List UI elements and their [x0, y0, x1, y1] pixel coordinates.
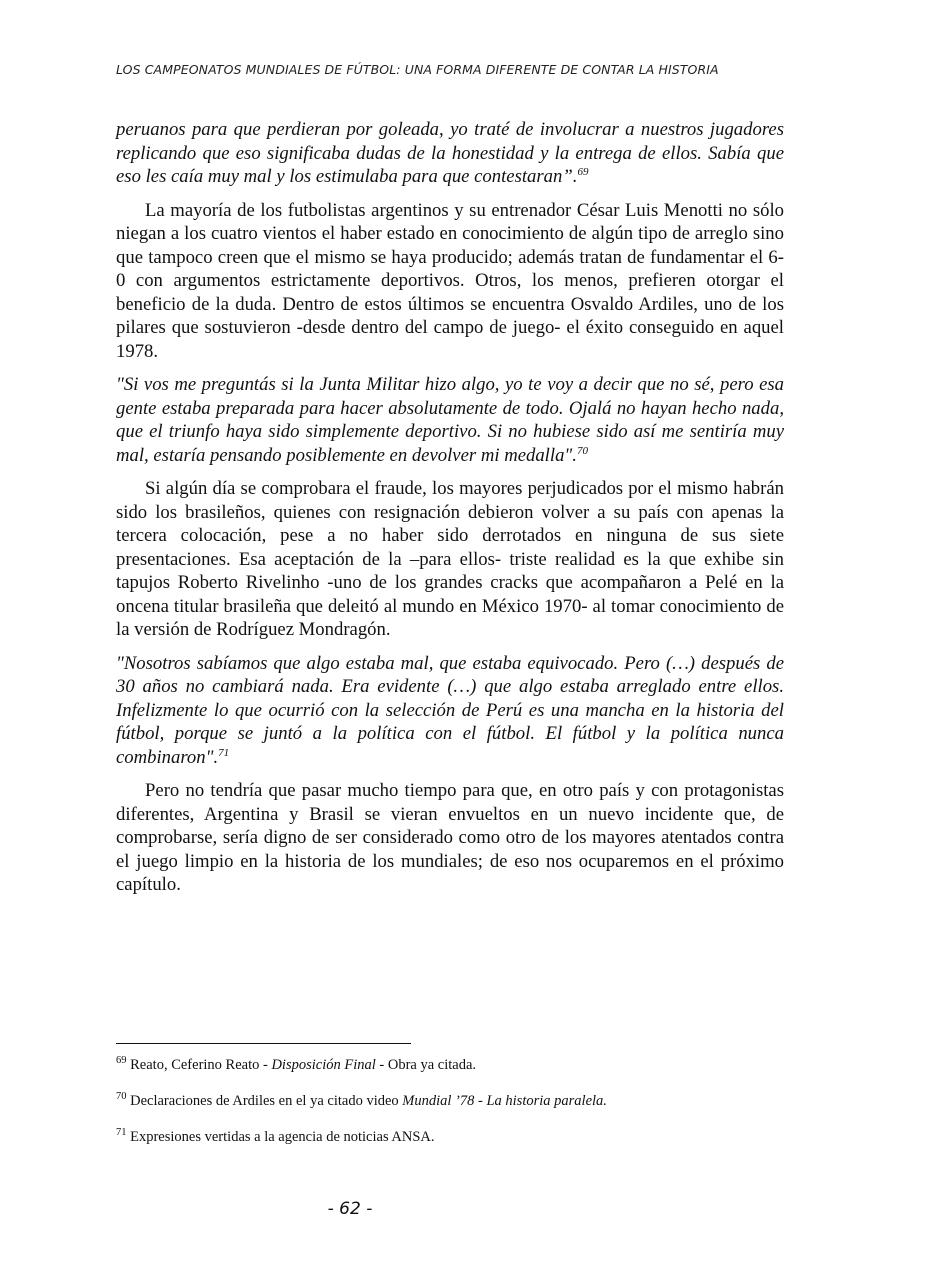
footnote-reference: 69 [577, 166, 589, 178]
footnote-reference: 70 [576, 444, 588, 457]
paragraph-text: La mayoría de los futbolistas argentinos y su entrenador César Luis Menotti no sólo niegan a los cuatro vientos el haber estado en conocimiento de algún tipo de arreglo sino que tampoco creen que el mismo se haya producido; además tratan de fundamentar el 6-0 con argumentos estrictamente deportivos. Otros, los menos, prefieren otorgar el beneficio de la duda. Dentro de estos últimos se encuentra Osvaldo Ardiles, uno de los pilares que sostuvieron -desde dentro del campo de juego- el éxito conseguido en aquel 1978. [116, 199, 784, 362]
footnote-reference: 71 [218, 746, 230, 759]
running-header: LOS CAMPEONATOS MUNDIALES DE FÚTBOL: UNA FORMA DIFERENTE DE CONTAR LA HISTORIA [116, 62, 719, 77]
paragraph-text: "Nosotros sabíamos que algo estaba mal, que estaba equivocado. Pero (…) después de 30 años no cambiará nada. Era evidente (…) que algo estaba arreglado entre ellos. Infelizmente lo que ocurrió con la selección de Perú es una mancha en la historia del fútbol, porque se juntó a la política con el fútbol. El fútbol y la política nunca combinaron". [116, 652, 784, 768]
footnote [116, 1055, 784, 1075]
quote-paragraph [116, 652, 784, 770]
footnote-text: Declaraciones de Ardiles en el ya citado video [130, 1093, 403, 1109]
paragraph-text: "Si vos me preguntás si la Junta Militar hizo algo, yo te voy a decir que no sé, pero esa gente estaba preparada para hacer absolutamente de todo. Ojalá no hayan hecho nada, que el triunfo haya sido simplemente deportivo. Si no hubiese sido así me sentiría muy mal, estaría pensando posiblemente en devolver mi medalla". [116, 374, 784, 466]
page-number: - 62 - [327, 1199, 373, 1219]
paragraph-text: Pero no tendría que pasar mucho tiempo para que, en otro país y con protagonistas diferentes, Argentina y Brasil se vieran envueltos en un nuevo incidente que, de comprobarse, sería digno de ser considerado como otro de los mayores atentados contra el juego limpio en la historia de los mundiales; de eso nos ocuparemos en el próximo capítulo. [116, 780, 784, 895]
body-text [116, 118, 784, 907]
footnote [116, 1091, 784, 1111]
body-paragraph [116, 199, 784, 364]
quote-paragraph [116, 118, 784, 189]
footnotes [116, 1055, 784, 1163]
paragraph-text: Si algún día se comprobara el fraude, los mayores perjudicados por el mismo habrán sido los brasileños, quienes con resignación debieron volver a su país con apenas la tercera colocación, pese a no haber sido derrotados en ninguna de sus siete presentaciones. Esa aceptación de la –para ellos- triste realidad es la que exhibe sin tapujos Roberto Rivelinho -uno de los grandes cracks que acompañaron a Pelé en la oncena titular brasileña que deleitó al mundo en México 1970- al tomar conocimiento de la versión de Rodríguez Mondragón. [116, 478, 784, 640]
footnote-number: 71 [116, 1127, 127, 1138]
body-paragraph [116, 779, 784, 897]
body-paragraph [116, 477, 784, 642]
paragraph-text: peruanos para que perdieran por goleada, yo traté de involucrar a nuestros jugadores replicando que eso significaba dudas de la honestidad y la entrega de ellos. Sabía que eso les caía muy mal y los estimulaba para que contestaran”. [116, 119, 784, 187]
footnote-number: 69 [116, 1055, 127, 1066]
footnote-divider [116, 1043, 411, 1044]
footnote-title: Disposición Final [271, 1057, 376, 1073]
footnote-title: Mundial ’78 - La historia paralela. [402, 1093, 607, 1109]
footnote-text: Expresiones vertidas a la agencia de noticias ANSA. [130, 1129, 435, 1145]
footnote-number: 70 [116, 1091, 127, 1102]
quote-paragraph [116, 373, 784, 467]
footnote [116, 1127, 784, 1147]
footnote-text-tail: - Obra ya citada. [375, 1057, 477, 1073]
footnote-text: Reato, Ceferino Reato - [130, 1057, 272, 1073]
